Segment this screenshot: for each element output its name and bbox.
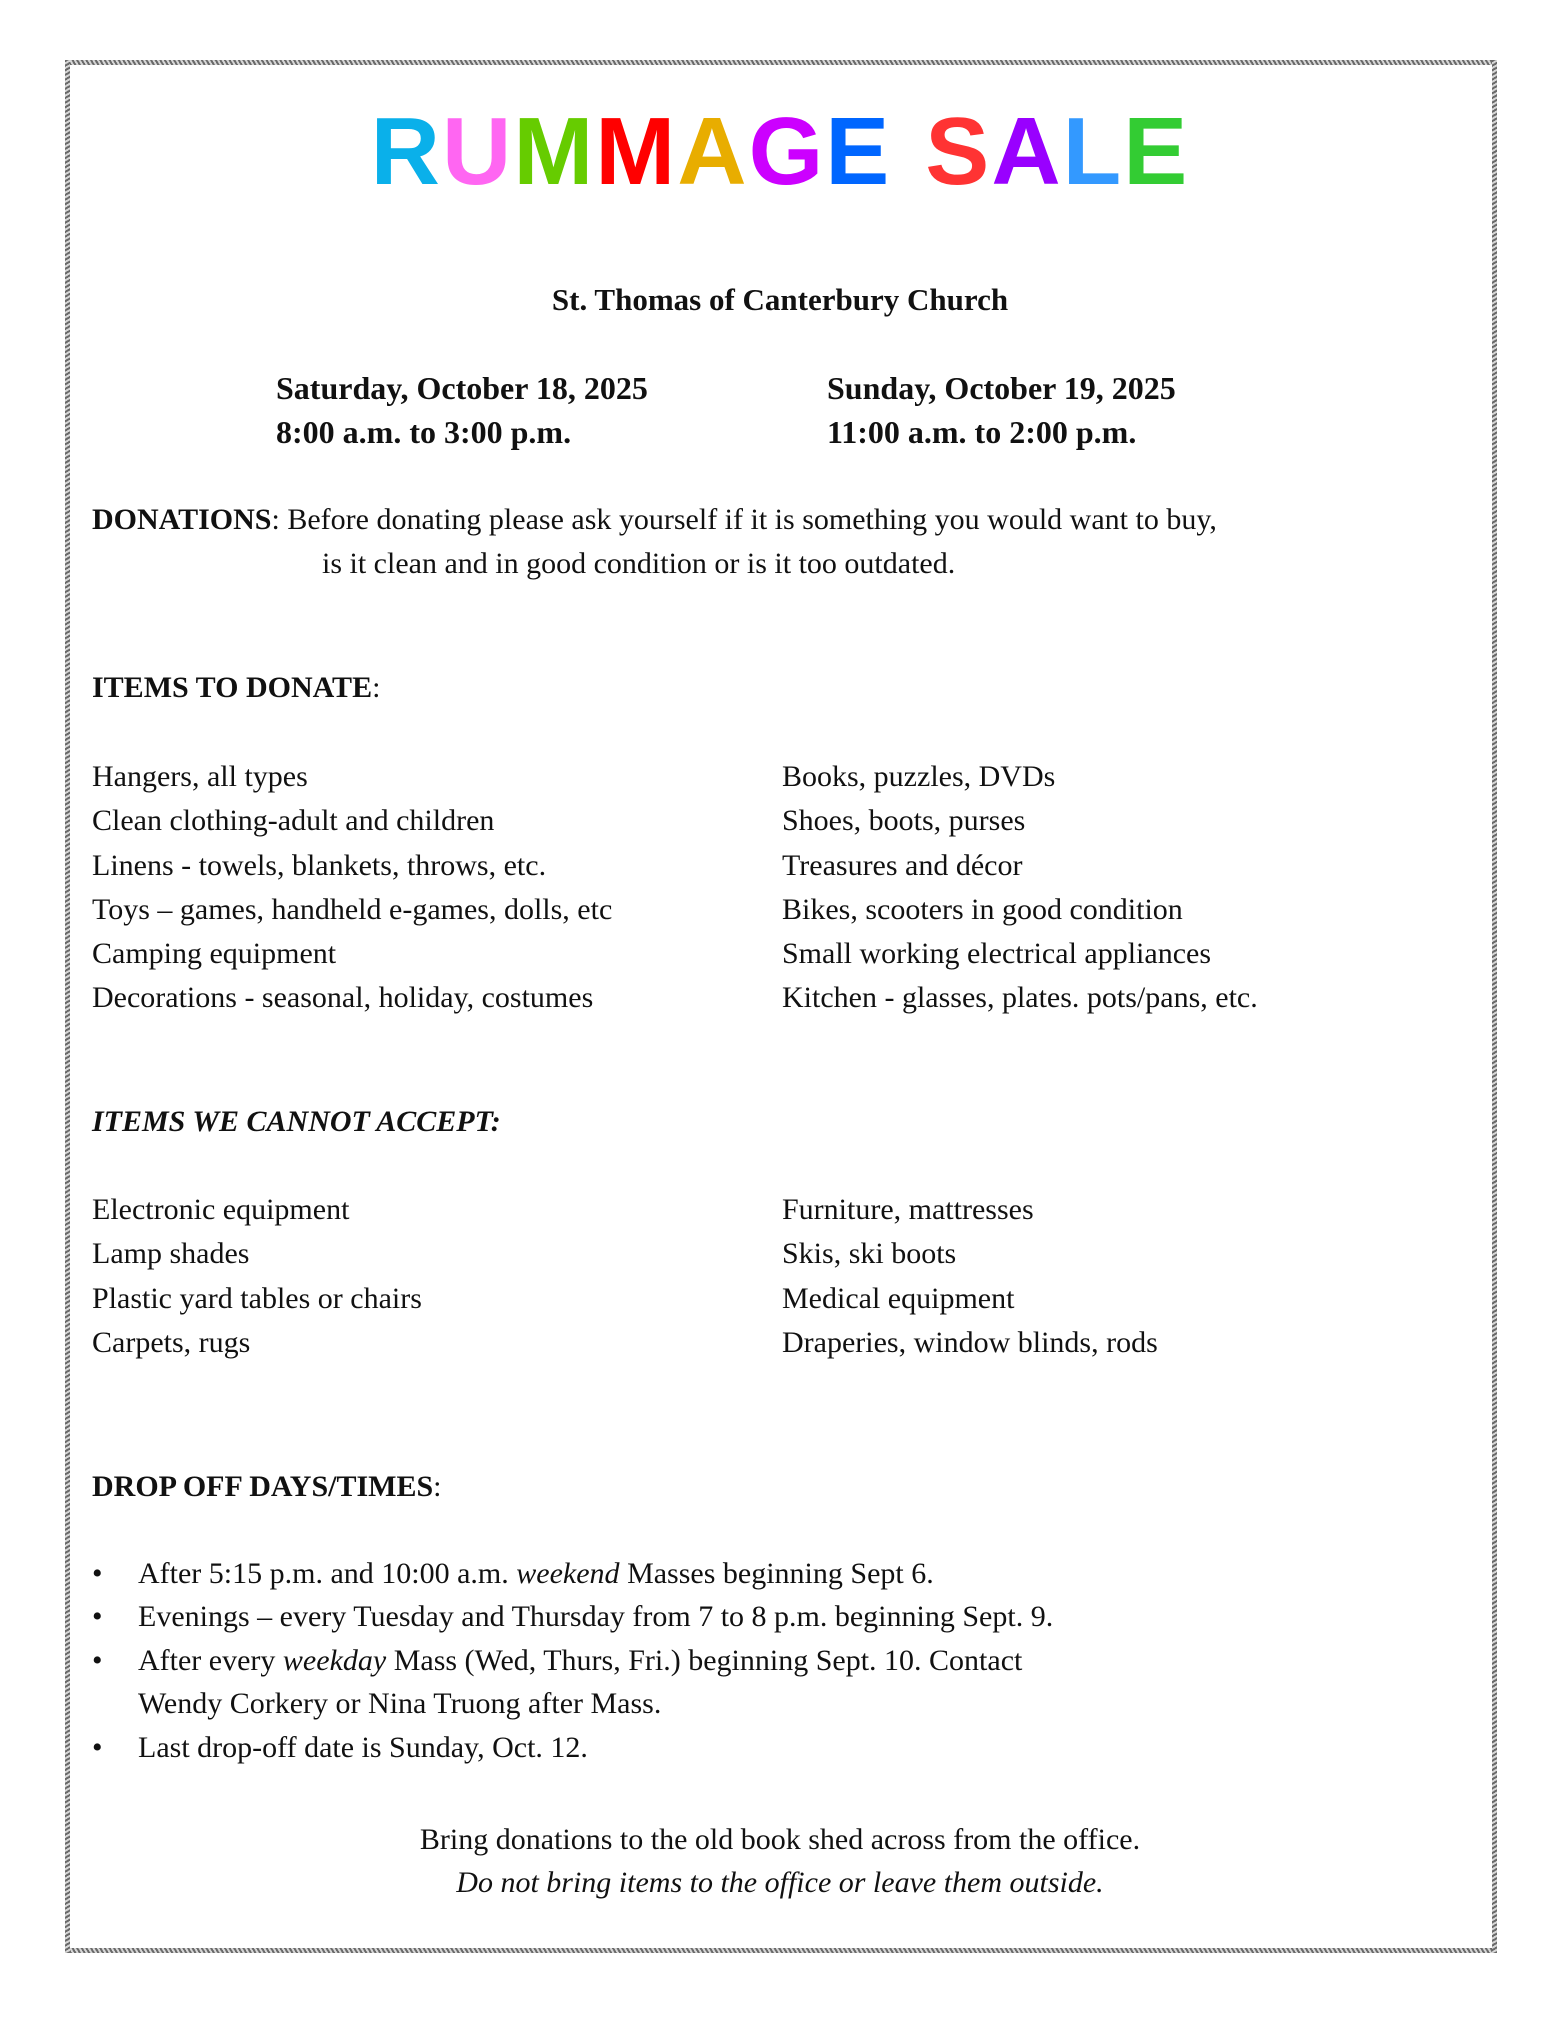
border-right — [1492, 60, 1497, 1953]
sunday-date: Sunday, October 19, 2025 — [827, 370, 1176, 406]
church-name: St. Thomas of Canterbury Church — [551, 282, 1009, 317]
drop-off-item: • After every weekday Mass (Wed, Thurs, Fri.) beginning Sept. 10. Contact Wendy Corkery or Nina Truong after Mass. — [92, 1639, 1053, 1726]
donate-item: Treasures and décor — [782, 848, 1023, 882]
saturday-hours: 8:00 a.m. to 3:00 p.m. — [276, 414, 572, 450]
title-letter: S — [925, 98, 992, 205]
title-letter: A — [991, 98, 1063, 205]
donate-item: Kitchen - glasses, plates. pots/pans, etc. — [782, 981, 1258, 1015]
drop-off-item: • Last drop-off date is Sunday, Oct. 12. — [92, 1726, 1053, 1769]
title-space — [891, 104, 925, 200]
items-to-donate-heading — [92, 666, 380, 710]
border-bottom — [65, 1948, 1497, 1953]
items-to-donate-label: ITEMS TO DONATE — [92, 671, 373, 704]
sunday-schedule — [827, 366, 1176, 454]
bullet-icon: • — [92, 1730, 103, 1764]
drop-off-item: • After 5:15 p.m. and 10:00 a.m. weekend Masses beginning Sept 6. — [92, 1552, 1053, 1595]
drop-off-label: DROP OFF DAYS/TIMES — [92, 1470, 434, 1503]
donate-item: Small working electrical appliances — [782, 937, 1212, 971]
donate-list-left — [92, 755, 612, 1021]
title-letter: E — [1123, 98, 1190, 205]
donations-line2: is it clean and in good condition or is it too outdated. — [322, 547, 956, 580]
sunday-hours: 11:00 a.m. to 2:00 p.m. — [827, 414, 1137, 450]
rejected-item: Electronic equipment — [92, 1193, 350, 1226]
title-letter: A — [677, 98, 749, 205]
donate-item: Shoes, boots, purses — [782, 804, 1026, 838]
border-top — [65, 60, 1497, 65]
saturday-schedule — [276, 366, 648, 454]
donate-item: Books, puzzles, DVDs — [782, 760, 1056, 793]
rejected-item: Furniture, mattresses — [782, 1193, 1034, 1226]
items-not-accepted-heading — [92, 1100, 501, 1144]
border-left — [65, 60, 70, 1953]
rejected-item: Medical equipment — [782, 1281, 1015, 1315]
title-letter: M — [595, 98, 678, 205]
bullet-icon: • — [92, 1557, 103, 1590]
colon: : — [372, 671, 381, 704]
not-accepted-list-right — [782, 1188, 1158, 1365]
donations-section — [92, 498, 1217, 586]
drop-off-heading — [92, 1465, 442, 1509]
bullet-icon: • — [92, 1643, 103, 1677]
title-letter: M — [513, 98, 596, 205]
drop-off-item: • Evenings – every Tuesday and Thursday from 7 to 8 p.m. beginning Sept. 9. — [92, 1595, 1053, 1638]
rejected-item: Lamp shades — [92, 1237, 250, 1271]
drop-off-list — [92, 1552, 1053, 1769]
emphasis: weekday — [282, 1643, 387, 1677]
donations-line1: Before donating please ask yourself if it is something you would want to buy, — [287, 503, 1217, 536]
donate-item: Bikes, scooters in good condition — [782, 892, 1183, 926]
closing-line2 — [0, 1861, 1560, 1904]
emphasis: weekend — [516, 1557, 620, 1590]
donate-item: Clean clothing-adult and children — [92, 804, 495, 838]
title-letter: G — [748, 98, 826, 205]
rejected-item: Draperies, window blinds, rods — [782, 1325, 1158, 1359]
rejected-item: Skis, ski boots — [782, 1237, 957, 1271]
donate-item: Toys – games, handheld e-games, dolls, etc — [92, 892, 613, 926]
donate-item: Hangers, all types — [92, 760, 308, 793]
donate-item: Decorations - seasonal, holiday, costumes — [92, 981, 594, 1015]
title-letter: E — [825, 98, 892, 205]
donations-label: DONATIONS — [92, 503, 272, 536]
donate-item: Camping equipment — [92, 937, 337, 971]
donate-list-right — [782, 755, 1258, 1021]
closing-warning: Do not bring items to the office or leave them outside. — [456, 1866, 1104, 1899]
not-accepted-list-left — [92, 1188, 422, 1365]
title-letter: R — [370, 98, 442, 205]
items-not-accepted-label: ITEMS WE CANNOT ACCEPT: — [92, 1105, 501, 1138]
page-title — [0, 98, 1560, 205]
saturday-date: Saturday, October 18, 2025 — [276, 370, 648, 406]
rejected-item: Plastic yard tables or chairs — [92, 1281, 422, 1315]
bullet-icon: • — [92, 1600, 103, 1634]
title-letter: U — [442, 98, 514, 205]
colon: : — [433, 1470, 442, 1503]
closing-line1: Bring donations to the old book shed across from the office. — [419, 1823, 1141, 1856]
closing-note — [0, 1818, 1560, 1904]
donate-item: Linens - towels, blankets, throws, etc. — [92, 848, 547, 882]
colon: : — [271, 503, 280, 536]
rejected-item: Carpets, rugs — [92, 1325, 251, 1359]
title-letter: L — [1062, 98, 1124, 205]
